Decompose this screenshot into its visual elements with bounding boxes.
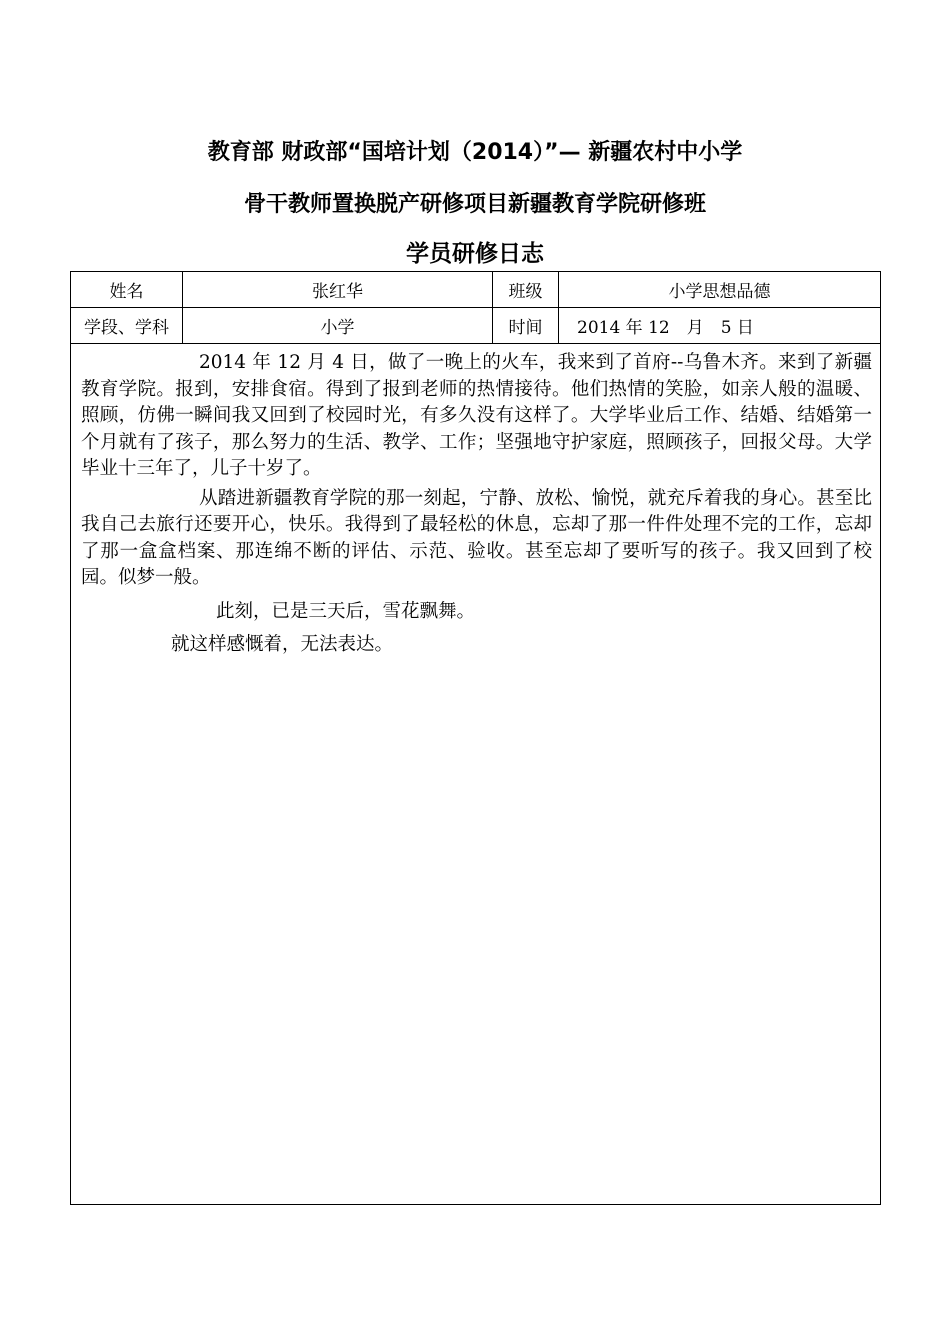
document-title-line-2: 骨干教师置换脱产研修项目新疆教育学院研修班 — [243, 192, 706, 217]
name-value: 张红华 — [183, 272, 493, 308]
stage-subject-label: 学段、学科 — [71, 308, 183, 344]
journal-paragraph-2: 从踏进新疆教育学院的那一刻起，宁静、放松、愉悦，就充斥着我的身心。甚至比我自己去旅行还要开心，快乐。我得到了最轻松的休息，忘却了那一件件处理不完的工作，忘却了那一盒盒档案、那连绵不断的评估、示范、验收。甚至忘却了要听写的孩子。我又回到了校园。似梦一般。 — [81, 487, 872, 588]
form-row-journal — [71, 344, 881, 1205]
journal-text — [71, 344, 880, 659]
journal-form-table — [70, 271, 881, 1205]
time-label: 时间 — [493, 308, 559, 344]
journal-paragraph-4: 就这样感慨着，无法表达。 — [171, 634, 394, 655]
class-value: 小学思想品德 — [559, 272, 881, 308]
form-row-stage — [71, 308, 881, 344]
time-value: 2014 年 12 月 5 日 — [559, 308, 881, 344]
stage-subject-value: 小学 — [183, 308, 493, 344]
journal-paragraph-1: 2014 年 12 月 4 日，做了一晚上的火车，我来到了首府--乌鲁木齐。来到了新疆教育学院。报到，安排食宿。得到了报到老师的热情接待。他们热情的笑脸，如亲人般的温暖、照顾，仿佛一瞬间我又回到了校园时光，有多久没有这样了。大学毕业后工作、结婚、结婚第一个月就有了孩子，那么努力的生活、教学、工作；坚强地守护家庭，照顾孩子，回报父母。大学毕业十三年了，儿子十岁了。 — [81, 352, 872, 479]
journal-body-cell — [71, 344, 881, 1205]
document-title-line-1: 教育部 财政部“国培计划（2014）”— 新疆农村中小学 — [207, 140, 743, 165]
class-label: 班级 — [493, 272, 559, 308]
name-label: 姓名 — [71, 272, 183, 308]
document-title-journal: 学员研修日志 — [406, 241, 544, 267]
form-row-name — [71, 272, 881, 308]
journal-paragraph-3: 此刻，已是三天后，雪花飘舞。 — [216, 600, 476, 622]
